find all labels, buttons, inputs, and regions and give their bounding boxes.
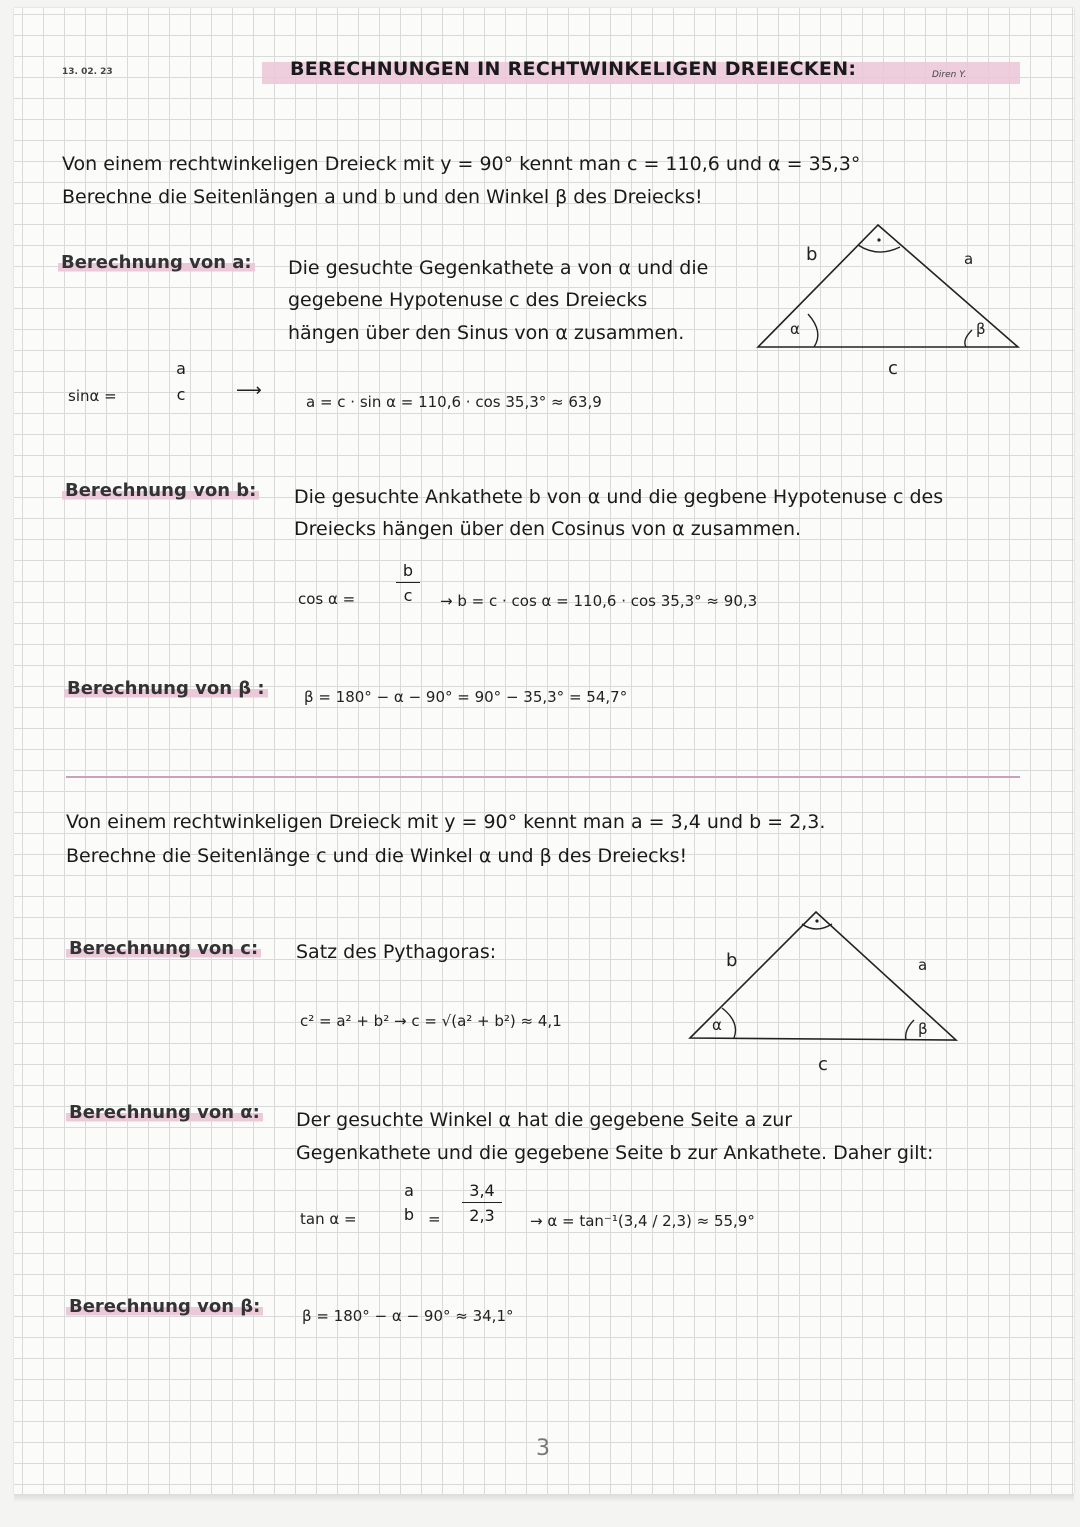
label-calc-beta: Berechnung von β :	[64, 678, 268, 699]
triangle-2-label-beta: β	[918, 1020, 928, 1038]
calc-a-denominator: c	[176, 385, 186, 404]
task2-line1: Von einem rechtwinkeligen Dreieck mit y = 90° kennt man a = 3,4 und b = 2,3.	[66, 811, 826, 833]
calc-a-desc3: hängen über den Sinus von α zusammen.	[288, 322, 685, 344]
label-calc-c: Berechnung von c:	[66, 938, 261, 959]
triangle-2-shape	[690, 912, 956, 1040]
calc-a-desc1: Die gesuchte Gegenkathete a von α und die	[288, 257, 709, 279]
calc-beta-formula: β = 180° − α − 90° = 90° − 35,3° = 54,7°	[304, 688, 628, 706]
triangle-1-label-b: b	[806, 244, 818, 265]
calc-c-desc: Satz des Pythagoras:	[296, 941, 497, 963]
calc-b-lhs: cos α =	[298, 590, 356, 608]
triangle-2-beta-arc	[906, 1020, 914, 1040]
label-calc-beta-2: Berechnung von β:	[66, 1296, 263, 1317]
calc-b-desc1: Die gesuchte Ankathete b von α und die gegbene Hypotenuse c des	[294, 486, 944, 508]
calc-b-formula: → b = c · cos α = 110,6 · cos 35,3° ≈ 90,3	[440, 592, 758, 610]
page-number: 3	[536, 1436, 550, 1461]
calc-b-desc2: Dreiecks hängen über den Cosinus von α zusammen.	[294, 518, 802, 540]
calc-a-lhs: sinα =	[68, 387, 117, 405]
calc-alpha-numerator-2: 3,4	[469, 1181, 495, 1200]
calc-a-numerator: a	[176, 359, 186, 378]
triangle-2-right-angle-mark	[802, 924, 832, 929]
task2-line2: Berechne die Seitenlänge c und die Winkel α und β des Dreiecks!	[66, 845, 688, 867]
task1-line2: Berechne die Seitenlängen a und b und den Winkel β des Dreiecks!	[62, 186, 703, 208]
calc-b-numerator: b	[402, 561, 414, 580]
triangle-2-right-angle-dot	[815, 919, 818, 922]
calc-alpha-desc2: Gegenkathete und die gegebene Seite b zur Ankathete. Daher gilt:	[296, 1142, 934, 1164]
label-calc-alpha: Berechnung von α:	[66, 1102, 263, 1123]
calc-alpha-desc1: Der gesuchte Winkel α hat die gegebene Seite a zur	[296, 1109, 793, 1131]
triangle-2-label-c: c	[818, 1054, 828, 1075]
calc-alpha-denominator-1: b	[403, 1205, 415, 1224]
calc-a-arrow: ⟶	[236, 380, 262, 401]
calc-b-denominator: c	[396, 582, 420, 605]
triangle-1-label-beta: β	[976, 320, 986, 338]
page-title: BERECHNUNGEN IN RECHTWINKELIGEN DREIECKEN:	[290, 58, 857, 80]
calc-a-desc2: gegebene Hypotenuse c des Dreiecks	[288, 289, 648, 311]
label-calc-b: Berechnung von b:	[62, 480, 259, 501]
label-calc-a: Berechnung von a:	[58, 252, 255, 273]
triangle-2-label-a: a	[918, 956, 928, 974]
calc-alpha-result: → α = tan⁻¹(3,4 / 2,3) ≈ 55,9°	[530, 1212, 755, 1230]
triangle-1-label-alpha: α	[790, 320, 800, 338]
calc-c-formula: c² = a² + b² → c = √(a² + b²) ≈ 4,1	[300, 1012, 562, 1030]
paper-edge	[14, 1494, 1074, 1502]
date: 13. 02. 23	[62, 67, 113, 77]
calc-alpha-numerator-1: a	[404, 1181, 414, 1200]
task1-line1: Von einem rechtwinkeligen Dreieck mit y = 90° kennt man c = 110,6 und α = 35,3°	[62, 153, 861, 175]
calc-alpha-fraction-2	[462, 1182, 502, 1225]
calc-alpha-equals: =	[428, 1210, 441, 1228]
author-name: Diren Y.	[932, 70, 967, 80]
calc-alpha-denominator-2: 2,3	[462, 1202, 502, 1225]
triangle-1-label-a: a	[964, 250, 974, 268]
calc-a-formula: a = c · sin α = 110,6 · cos 35,3° ≈ 63,9	[306, 393, 602, 411]
triangle-2-alpha-arc	[722, 1008, 736, 1038]
calc-beta-2-formula: β = 180° − α − 90° ≈ 34,1°	[302, 1307, 514, 1325]
triangle-2-label-b: b	[726, 950, 738, 971]
triangle-1-label-c: c	[888, 358, 898, 379]
triangle-2-label-alpha: α	[712, 1016, 722, 1034]
calc-alpha-fraction-1	[398, 1182, 420, 1224]
calc-alpha-lhs: tan α =	[300, 1210, 357, 1228]
